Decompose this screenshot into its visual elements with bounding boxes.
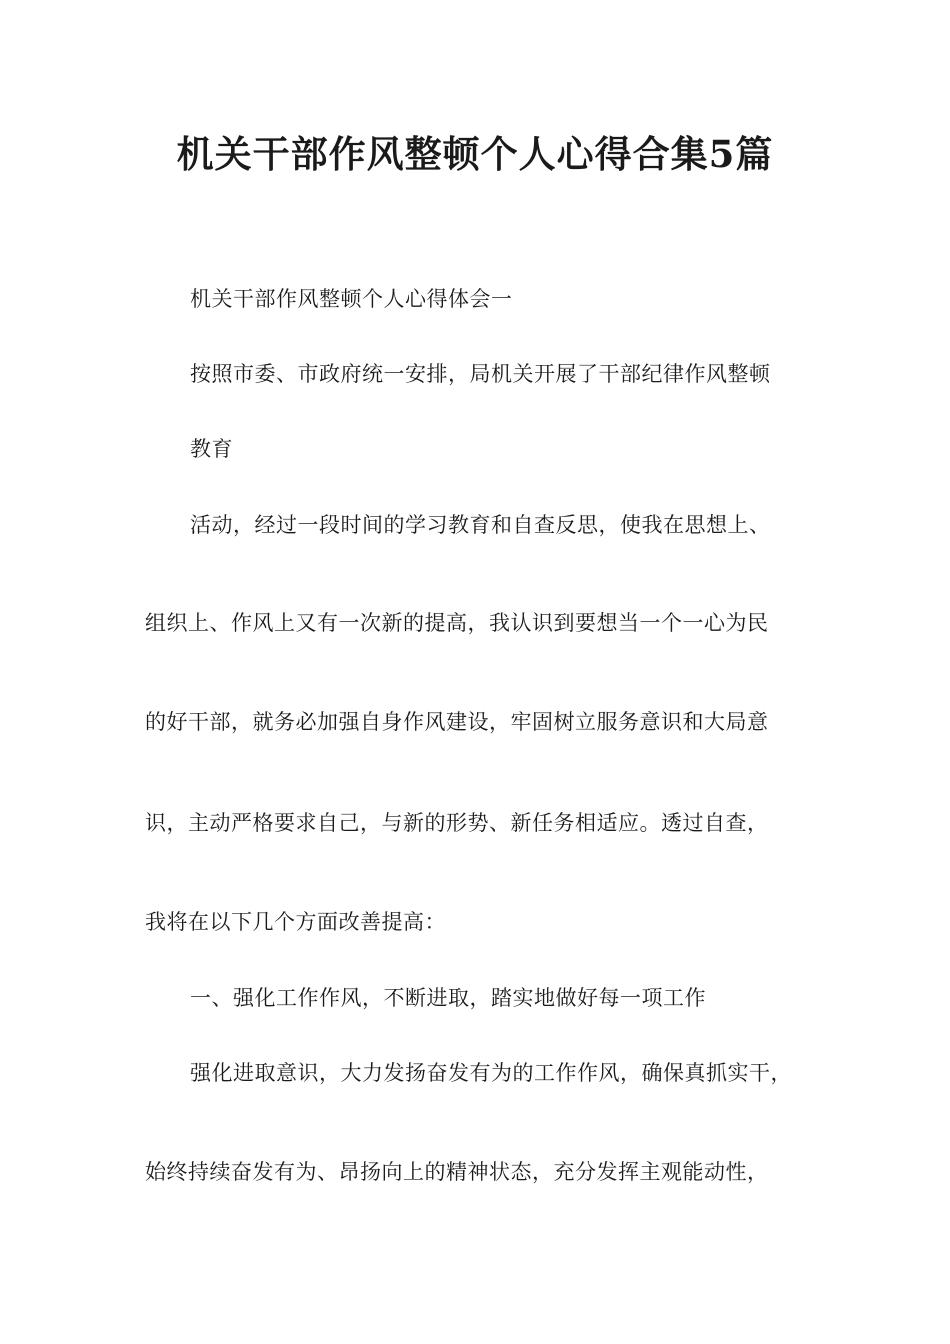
paragraph-line: 强化进取意识，大力发扬奋发有为的工作作风，确保真抓实干， — [190, 1061, 792, 1085]
section-heading: 一、强化工作作风，不断进取，踏实地做好每一项工作 — [190, 986, 706, 1010]
paragraph-line: 活动，经过一段时间的学习教育和自查反思，使我在思想上、 — [190, 513, 771, 537]
paragraph-line: 的好干部，就务必加强自身作风建设，牢固树立服务意识和大局意 — [145, 710, 769, 734]
paragraph-line: 始终持续奋发有为、昂扬向上的精神状态，充分发挥主观能动性， — [145, 1160, 769, 1184]
paragraph-line: 组织上、作风上又有一次新的提高，我认识到要想当一个一心为民 — [145, 611, 769, 635]
section-heading: 机关干部作风整顿个人心得体会一 — [190, 287, 513, 311]
document-title: 机关干部作风整顿个人心得合集5篇 — [176, 132, 774, 176]
paragraph-line: 教育 — [190, 437, 233, 461]
paragraph-line: 我将在以下几个方面改善提高： — [145, 910, 446, 934]
paragraph-line: 按照市委、市政府统一安排，局机关开展了干部纪律作风整顿 — [190, 362, 771, 386]
paragraph-line: 识，主动严格要求自己，与新的形势、新任务相适应。透过自查， — [145, 811, 769, 835]
